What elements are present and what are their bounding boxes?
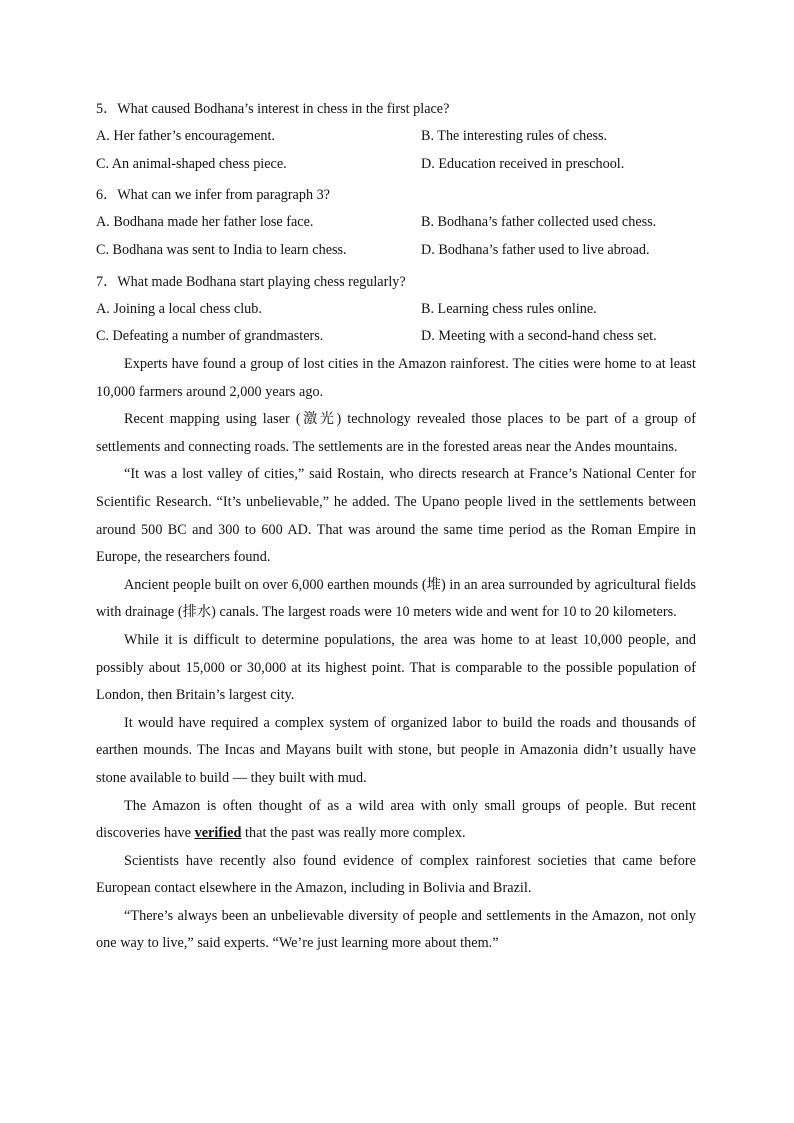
paragraph-7-text-before: The Amazon is often thought of as a wild area with only small groups of people. But recent discoveries have — [96, 797, 696, 842]
question-7-option-d: D. Meeting with a second-hand chess set. — [421, 328, 657, 344]
question-6-option-c: C. Bodhana was sent to India to learn chess. — [96, 242, 347, 258]
passage-paragraph-8: Scientists have recently also found evidence of complex rainforest societies that came before European contact elsewhere in the Amazon, including in Bolivia and Brazil. — [96, 852, 696, 897]
question-6-option-d: D. Bodhana’s father used to live abroad. — [421, 242, 650, 258]
question-5-option-b: B. The interesting rules of chess. — [421, 128, 608, 144]
question-6-option-b: B. Bodhana’s father collected used chess. — [421, 214, 657, 230]
passage-paragraph-6: It would have required a complex system of organized labor to build the roads and thousands of earthen mounds. The Incas and Mayans built with stone, but people in Amazonia didn’t usually have stone available to build — they built with mud. — [96, 714, 696, 786]
question-5-option-d: D. Education received in preschool. — [421, 156, 625, 172]
question-7-stem: 7．What made Bodhana start playing chess regularly? — [96, 274, 406, 290]
question-7-option-a: A. Joining a local chess club. — [96, 301, 262, 317]
passage-paragraph-7 — [96, 793, 696, 848]
reading-passage — [96, 351, 696, 958]
passage-paragraph-4: Ancient people built on over 6,000 earthen mounds (堆) in an area surrounded by agricultural fields with drainage (排水) canals. The largest roads were 10 meters wide and went for 10 to 20 kilometers. — [96, 576, 696, 621]
highlighted-word-verified: verified — [194, 825, 242, 842]
passage-paragraph-9: “There’s always been an unbelievable diversity of people and settlements in the Amazon, not only one way to live,” said experts. “We’re just learning more about them.” — [96, 907, 696, 952]
question-6-option-a: A. Bodhana made her father lose face. — [96, 214, 314, 230]
passage-paragraph-3: “It was a lost valley of cities,” said Rostain, who directs research at France’s National Center for Scientific Research. “It’s unbelievable,” he added. The Upano people lived in the settlements between around 500 BC and 300 to 600 AD. That was around the same time period as the Roman Empire in Europe, the researchers found. — [96, 466, 696, 566]
question-5-stem: 5．What caused Bodhana’s interest in chess in the first place? — [96, 101, 450, 117]
passage-paragraph-2: Recent mapping using laser (激光) technology revealed those places to be part of a group of settlements and connecting roads. The settlements are in the forested areas near the Andes mountains. — [96, 411, 696, 455]
passage-paragraph-1: Experts have found a group of lost cities in the Amazon rainforest. The cities were home to at least 10,000 farmers around 2,000 years ago. — [96, 356, 696, 400]
passage-paragraph-5: While it is difficult to determine populations, the area was home to at least 10,000 people, and possibly about 15,000 or 30,000 at its highest point. That is comparable to the possible population of London, then Britain’s largest city. — [96, 631, 696, 704]
question-6-stem: 6．What can we infer from paragraph 3? — [96, 187, 330, 203]
question-5-option-a: A. Her father’s encouragement. — [96, 128, 275, 144]
question-7-option-b: B. Learning chess rules online. — [421, 301, 597, 317]
question-5-option-c: C. An animal-shaped chess piece. — [96, 156, 287, 172]
question-7-option-c: C. Defeating a number of grandmasters. — [96, 328, 324, 344]
paragraph-7-text-after: that the past was really more complex. — [241, 825, 466, 842]
